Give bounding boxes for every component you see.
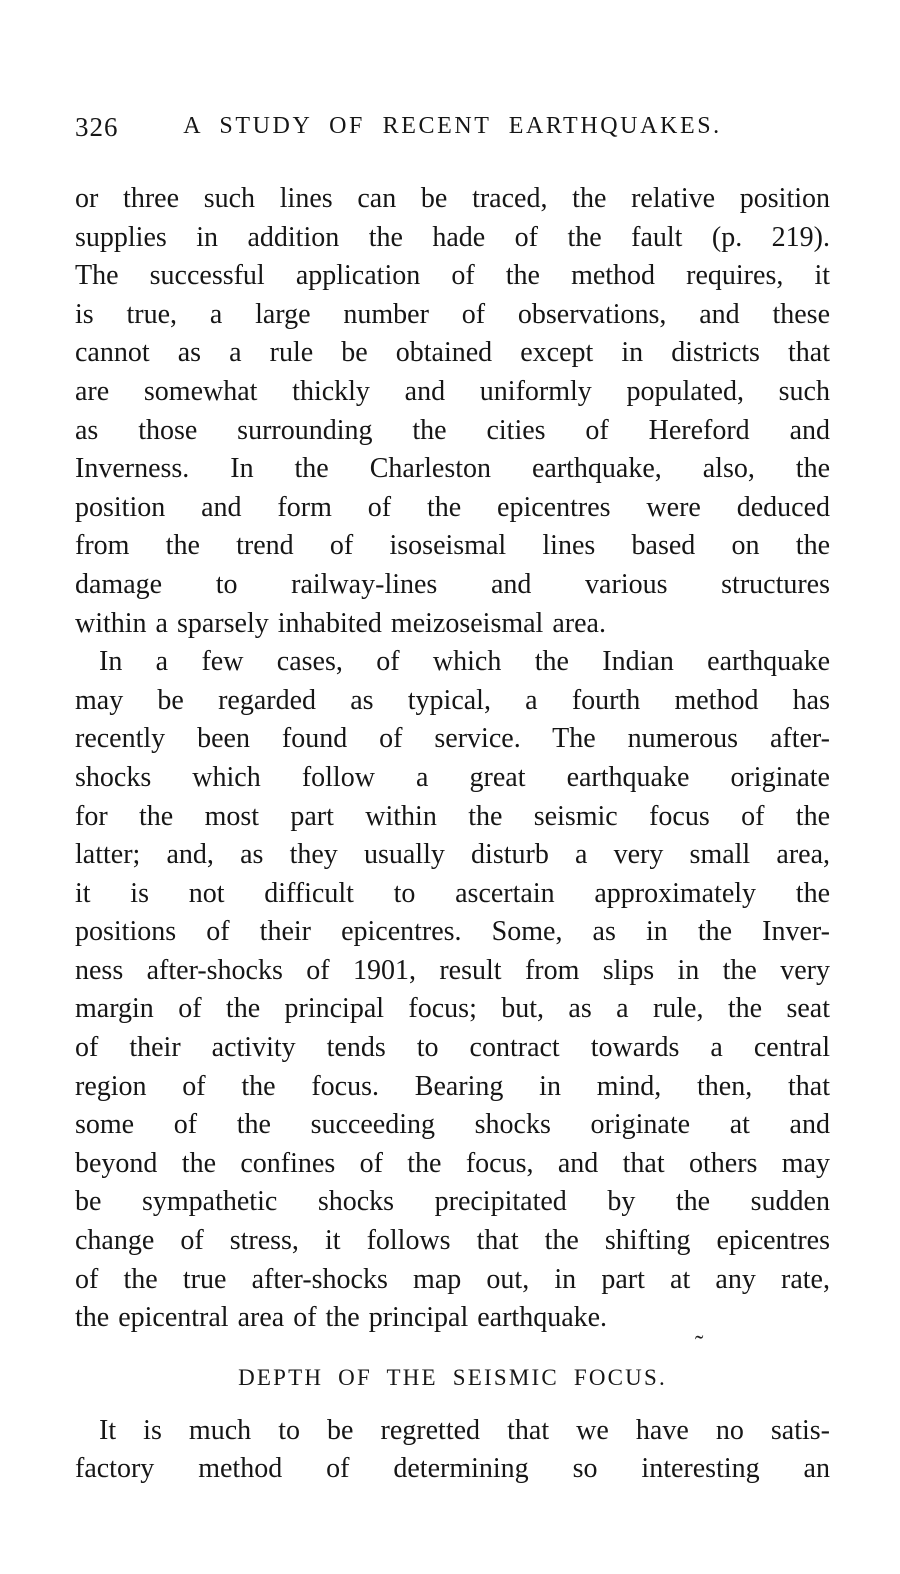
body-text [75, 180, 830, 1489]
section-heading: DEPTH OF THE SEISMIC FOCUS. [238, 1364, 667, 1390]
text-line: change of stress, it follows that the shifting epicentres [75, 1225, 830, 1257]
text-line: beyond the confines of the focus, and that others may [75, 1147, 830, 1179]
text-line: from the trend of isoseismal lines based on the [75, 530, 830, 562]
paragraph [75, 1412, 830, 1489]
text-line: is true, a large number of observations, and these [75, 298, 830, 330]
text-line: some of the succeeding shocks originate at and [75, 1109, 830, 1141]
text-line: be sympathetic shocks precipitated by the sudden [75, 1186, 830, 1218]
text-line: it is not difficult to ascertain approximately the [75, 877, 830, 909]
text-line: region of the focus. Bearing in mind, then, that [75, 1070, 830, 1102]
text-line: damage to railway-lines and various structures [75, 568, 830, 600]
page-number: 326 [75, 112, 119, 142]
text-line: factory method of determining so interesting an [75, 1453, 830, 1485]
text-line: It is much to be regretted that we have no satis- [99, 1414, 830, 1446]
text-line: shocks which follow a great earthquake originate [75, 761, 830, 793]
paragraph [75, 643, 830, 1338]
text-line: as those surrounding the cities of Hereford and [75, 414, 830, 446]
text-line: of their activity tends to contract towards a central [75, 1032, 830, 1064]
running-header [75, 112, 830, 146]
text-line: position and form of the epicentres were deduced [75, 491, 830, 523]
paragraph [75, 180, 830, 643]
text-line: ness after-shocks of 1901, result from slips in the very [75, 954, 830, 986]
text-line: supplies in addition the hade of the fault (p. 219). [75, 221, 830, 253]
text-line: the epicentral area of the principal earthquake. [75, 1302, 608, 1334]
text-line: within a sparsely inhabited meizoseismal area. [75, 607, 606, 639]
text-line: or three such lines can be traced, the relative position [75, 183, 830, 214]
text-line: margin of the principal focus; but, as a rule, the seat [75, 993, 830, 1025]
text-line: positions of their epicentres. Some, as in the Inver- [75, 916, 830, 948]
text-line: cannot as a rule be obtained except in districts that [75, 337, 830, 369]
text-line: The successful application of the method requires, it [75, 260, 830, 292]
text-line: of the true after-shocks map out, in part at any rate, [75, 1263, 830, 1295]
text-line: In a few cases, of which the Indian earthquake [99, 646, 830, 678]
text-line: Inverness. In the Charleston earthquake, also, the [75, 453, 830, 485]
scan-artifact-mark: ˜ [693, 1329, 707, 1360]
text-line: may be regarded as typical, a fourth method has [75, 684, 830, 716]
text-line: are somewhat thickly and uniformly populated, such [75, 375, 830, 407]
text-line: for the most part within the seismic focus of the [75, 800, 830, 832]
running-title: A STUDY OF RECENT EARTHQUAKES. [183, 113, 722, 139]
text-line: recently been found of service. The numerous after- [75, 723, 830, 755]
text-line: latter; and, as they usually disturb a very small area, [75, 839, 830, 871]
